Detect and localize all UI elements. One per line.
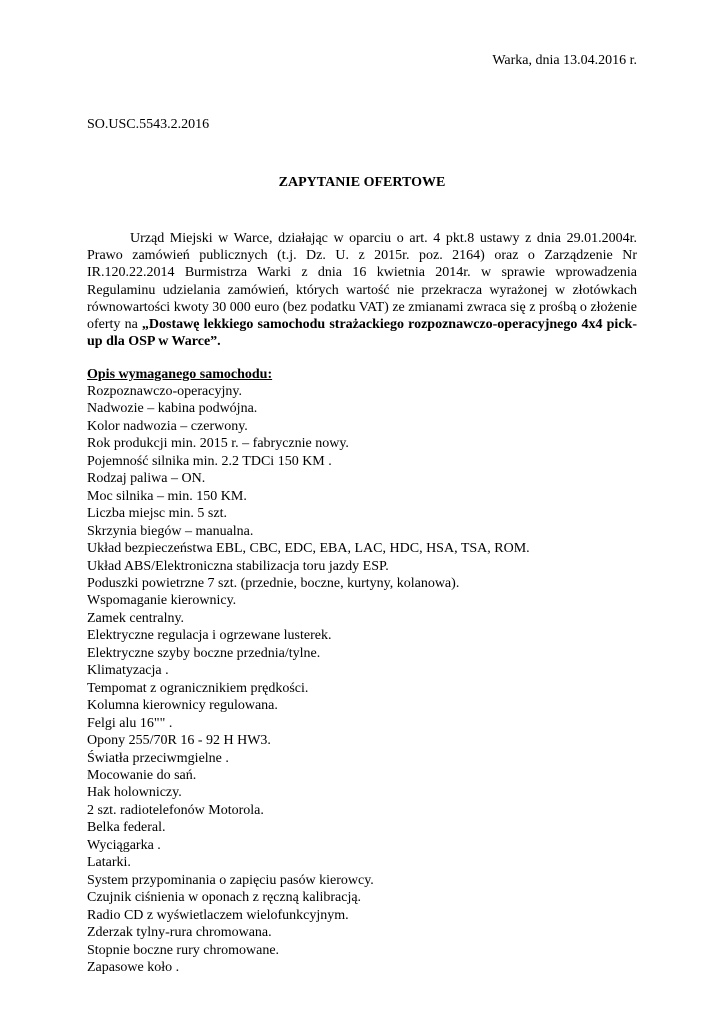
list-item: Klimatyzacja . (87, 663, 169, 679)
list-item: Stopnie boczne rury chromowane. (87, 942, 280, 958)
list-item: Elektryczne regulacja i ogrzewane lusterek. (87, 628, 332, 644)
list-item: Liczba miejsc min. 5 szt. (87, 506, 227, 522)
list-item: Czujnik ciśnienia w oponach z ręczną kalibracją. (87, 890, 362, 906)
requirements-heading: Opis wymaganego samochodu: (87, 367, 273, 382)
list-item: Elektryczne szyby boczne przednia/tylne. (87, 645, 321, 661)
list-item: Wyciągarka . (87, 837, 161, 853)
list-item: Belka federal. (87, 820, 166, 836)
intro-paragraph (87, 230, 637, 350)
list-item: System przypominania o zapięciu pasów kierowcy. (87, 872, 374, 888)
list-item: Rodzaj paliwa – ON. (87, 471, 206, 487)
list-item: Pojemność silnika min. 2.2 TDCi 150 KM . (87, 453, 332, 469)
list-item: Układ bezpieczeństwa EBL, CBC, EDC, EBA, LAC, HDC, HSA, TSA, ROM. (87, 541, 530, 557)
reference-number: SO.USC.5543.2.2016 (87, 117, 210, 132)
list-item: Felgi alu 16"" . (87, 715, 173, 731)
list-item: Zapasowe koło . (87, 959, 180, 975)
list-item: Rok produkcji min. 2015 r. – fabrycznie nowy. (87, 436, 349, 452)
list-item: Zderzak tylny-rura chromowana. (87, 925, 272, 941)
list-item: Hak holowniczy. (87, 785, 182, 801)
list-item: Radio CD z wyświetlaczem wielofunkcyjnym. (87, 907, 349, 923)
list-item: 2 szt. radiotelefonów Motorola. (87, 802, 264, 818)
list-item: Rozpoznawczo-operacyjny. (87, 384, 242, 399)
document-title: ZAPYTANIE OFERTOWE (278, 175, 446, 190)
list-item: Latarki. (87, 855, 131, 871)
list-item: Wspomaganie kierownicy. (87, 593, 237, 609)
list-item: Moc silnika – min. 150 KM. (87, 488, 247, 504)
list-item: Układ ABS/Elektroniczna stabilizacja toru jazdy ESP. (87, 558, 389, 574)
requirements-list (87, 383, 647, 976)
list-item: Kolumna kierownicy regulowana. (87, 698, 278, 714)
intro-text: Urząd Miejski w Warce, działając w oparciu o art. 4 pkt.8 ustawy z dnia 29.01.2004r. Prawo zamówień publicznych (t.j. Dz. U. z 2015r. poz. 2164) oraz o Zarządzenie Nr IR.120.22.2014 Burmistrza Warki z dnia 16 kwietnia 2014r. w sprawie wprowadzenia Regulaminu udzielania zamówień, których wartość nie przekracza wyrażonej w złotówkach równowartości kwoty 30 000 euro (bez podatku VAT) ze zmianami zwraca się z prośbą o złożenie oferty na (87, 231, 637, 333)
place-date: Warka, dnia 13.04.2016 r. (492, 53, 637, 68)
list-item: Opony 255/70R 16 - 92 H HW3. (87, 733, 271, 749)
list-item: Kolor nadwozia – czerwony. (87, 418, 248, 434)
list-item: Światła przeciwmgielne . (87, 750, 229, 766)
list-item: Poduszki powietrzne 7 szt. (przednie, boczne, kurtyny, kolanowa). (87, 575, 460, 591)
list-item: Zamek centralny. (87, 610, 185, 626)
list-item: Tempomat z ogranicznikiem prędkości. (87, 680, 309, 696)
list-item: Skrzynia biegów – manualna. (87, 523, 254, 539)
list-item: Nadwozie – kabina podwójna. (87, 401, 258, 417)
list-item: Mocowanie do sań. (87, 767, 197, 783)
intro-subject: „Dostawę lekkiego samochodu strażackiego rozpoznawczo-operacyjnego 4x4 pick- up dla OSP w Warce”. (87, 317, 637, 350)
